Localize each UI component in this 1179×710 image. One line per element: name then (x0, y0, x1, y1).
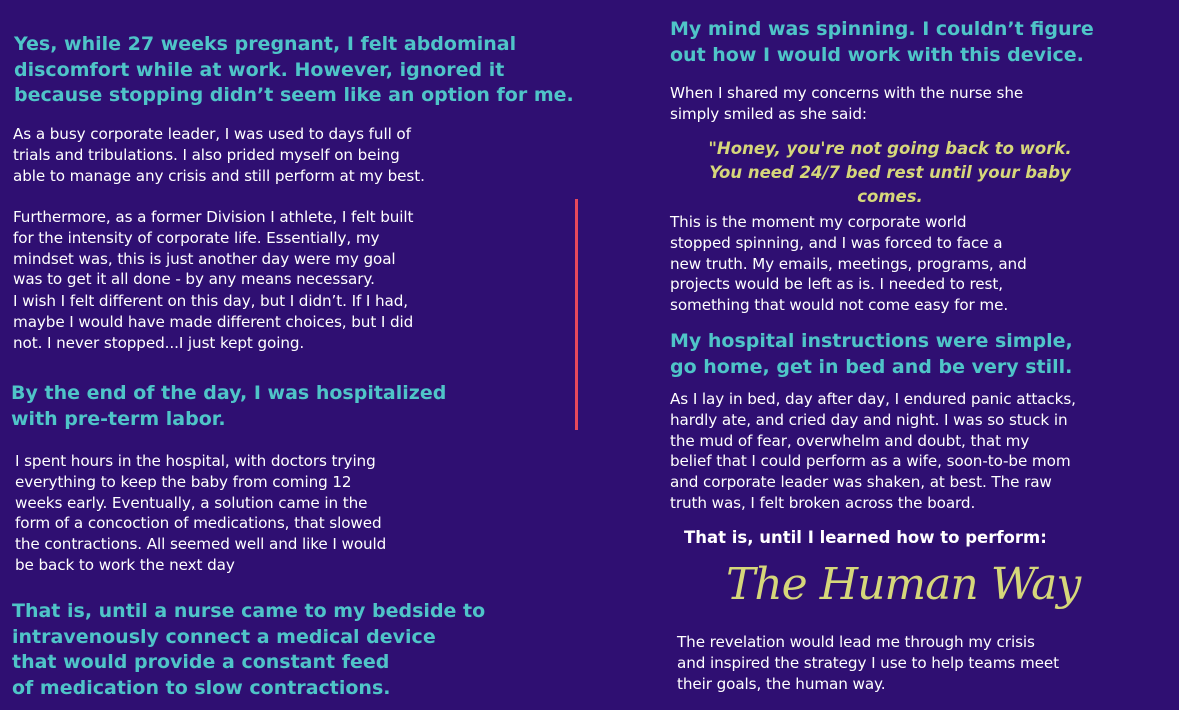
right-para-nurse-smiled: When I shared my concerns with the nurse she simply smiled as she said: (670, 84, 1024, 123)
column-divider (575, 199, 578, 430)
the-human-way-logo: The Human Way (726, 559, 1081, 610)
right-para-moment: This is the moment my corporate world stopped spinning, and I was forced to face a new truth. My emails, meetings, programs, and projects would be left as is. I needed to rest, something that would not come easy for me. (670, 213, 1027, 315)
right-heading-instructions: My hospital instructions were simple, go home, get in bed and be very still. (670, 330, 1073, 378)
right-heading-mind-spinning: My mind was spinning. I couldn’t figure out how I would work with this device. (670, 18, 1094, 66)
nurse-quote: "Honey, you're not going back to work. You need 24/7 bed rest until your baby comes. (708, 139, 1072, 206)
left-heading-hospitalized: By the end of the day, I was hospitalized with pre-term labor. (11, 382, 447, 430)
left-para-hospital: I spent hours in the hospital, with doctors trying everything to keep the baby from coming 12 weeks early. Eventually, a solution came in the form of a concoction of medications, that slowed the contractions. All seemed well and like I would be back to work the next day (15, 452, 387, 574)
right-para-revelation: The revelation would lead me through my crisis and inspired the strategy I use to help teams meet their goals, the human way. (677, 633, 1059, 693)
right-lead-in: That is, until I learned how to perform: (684, 528, 1047, 547)
right-para-bed-rest: As I lay in bed, day after day, I endured panic attacks, hardly ate, and cried day and night. I was so stuck in the mud of fear, overwhelm and doubt, that my belief that I could perform as a wife, soon-to-be mom and corporate leader was shaken, at best. The raw truth was, I felt broken across the board. (670, 390, 1076, 512)
left-para-kept-going: I wish I felt different on this day, but I didn’t. If I had, maybe I would have made different choices, but I did not. I never stopped...I just kept going. (13, 292, 414, 352)
left-heading-nurse: That is, until a nurse came to my bedside to intravenously connect a medical device that would provide a constant feed of medication to slow contractions. (12, 600, 486, 699)
left-para-corporate-leader: As a busy corporate leader, I was used to days full of trials and tribulations. I also prided myself on being able to manage any crisis and still perform at my best. (13, 125, 425, 185)
left-heading-pregnant: Yes, while 27 weeks pregnant, I felt abdominal discomfort while at work. However, ignored it because stopping didn’t seem like an option for me. (14, 33, 574, 106)
left-para-athlete: Furthermore, as a former Division I athlete, I felt built for the intensity of corporate life. Essentially, my mindset was, this is just another day were my goal was to get it all done - by any means necessary. (13, 208, 414, 289)
